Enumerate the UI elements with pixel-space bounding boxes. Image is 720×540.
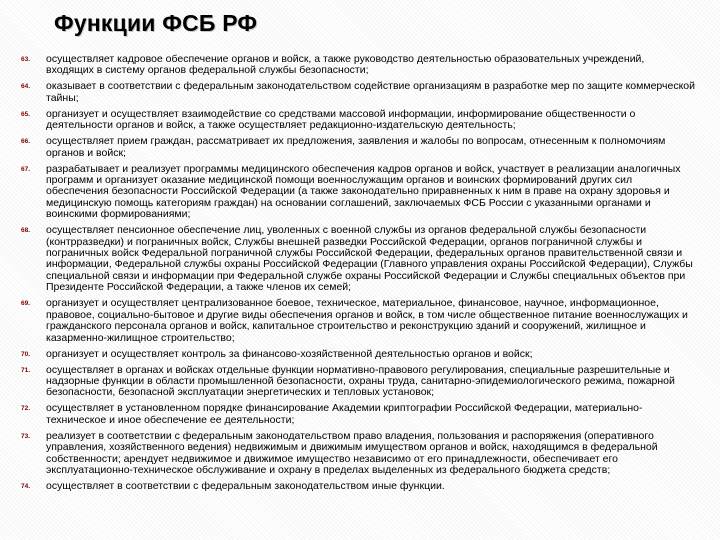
list-item-text: осуществляет пенсионное обеспечение лиц, уволенных с военной службы из органов федеральной службы безопасности (контрразведки) и пограничных войск, Службы внешней разведки Российской Федерации, органов пограничной службы и пограничных войск Федеральной пограничной службы Российской Федерации, федеральных органов правительственной связи и информации, Федеральной службы охраны Российской Федерации (Главного управления охраны Российской Федерации), Службы специальной связи и информации при Федеральной службе охраны Российской Федерации и Службы специальных объектов при Президенте Российской Федерации, а также членов их семей; bbox=[46, 224, 693, 294]
list-item-number: 74. bbox=[21, 482, 31, 490]
list-item bbox=[21, 349, 695, 360]
list-item-text: осуществляет в органах и войсках отдельные функции нормативно-правового регулирования, специальные разрешительные и надзорные функции в области промышленной безопасности, охраны труда, санитарно-эпидемиологического режима, пожарной безопасности, безопасной эксплуатации энергетических и тепловых установок; bbox=[46, 363, 675, 399]
list-item-number: 71. bbox=[21, 366, 31, 374]
list-item-number: 67. bbox=[21, 165, 31, 173]
list-item-number: 64. bbox=[21, 83, 31, 91]
list-item-text: осуществляет в установленном порядке финансирование Академии криптографии Российской Федерации, материально-техническое и иное обеспечение ее деятельности; bbox=[46, 402, 643, 426]
list-item-text: оказывает в соответствии с федеральным законодательством содействие организациям в разработке мер по защите коммерческой тайны; bbox=[46, 80, 696, 104]
list-item bbox=[21, 81, 695, 104]
list-item bbox=[21, 136, 695, 159]
list-item-text: реализует в соответствии с федеральным законодательством право владения, пользования и распоряжения (оперативного управления, хозяйственного ведения) недвижимым и движимым имуществом органов и войск, находящимся в федеральной собственности; арендует недвижимое и движимое имущество независимо от его принадлежности, обеспечивает его эксплуатационно-техническое обслуживание и охрану в пределах выделенных из федерального бюджета средств; bbox=[46, 429, 658, 476]
function-list bbox=[21, 54, 695, 497]
list-item-number: 69. bbox=[21, 300, 31, 308]
list-item-text: организует и осуществляет централизованное боевое, техническое, материальное, финансовое, научное, информационное, правовое, социально-бытовое и другие виды обеспечения органов и войск, в том числе общественное питание военнослужащих и гражданского персонала органов и войск, капитальное строительство и реконструкцию зданий и сооружений, жилищное и казарменно-жилищное строительство; bbox=[46, 297, 688, 344]
list-item-text: осуществляет в соответствии с федеральным законодательством иные функции. bbox=[46, 479, 445, 492]
list-item bbox=[21, 431, 695, 477]
list-item bbox=[21, 365, 695, 399]
list-item-number: 66. bbox=[21, 138, 31, 146]
list-item-text: организует и осуществляет контроль за финансово-хозяйственной деятельностью органов и войск; bbox=[46, 347, 533, 360]
list-item-number: 65. bbox=[21, 110, 31, 118]
list-item-text: организует и осуществляет взаимодействие со средствами массовой информации, информирование общественности о деятельности органов и войск, а также осуществляет редакционно-издательскую деятельность; bbox=[46, 107, 636, 132]
list-item-number: 73. bbox=[21, 432, 31, 440]
list-item bbox=[21, 481, 695, 492]
list-item-number: 63. bbox=[21, 56, 31, 63]
list-item bbox=[21, 298, 695, 344]
list-item-number: 70. bbox=[21, 350, 31, 358]
list-item bbox=[21, 403, 695, 426]
list-item bbox=[21, 164, 695, 221]
list-item bbox=[21, 54, 695, 77]
page-title: Функции ФСБ РФ bbox=[54, 10, 258, 36]
list-item bbox=[21, 225, 695, 293]
list-item bbox=[21, 109, 695, 132]
list-item-text: осуществляет прием граждан, рассматривает их предложения, заявления и жалобы по вопросам, отнесенным к полномочиям органов и войск; bbox=[46, 135, 666, 159]
list-item-text: осуществляет кадровое обеспечение органов и войск, а также руководство деятельностью образовательных учреждений, входящих в систему органов федеральной службы безопасности; bbox=[46, 53, 645, 77]
list-item-number: 68. bbox=[21, 227, 31, 235]
list-item-text: разрабатывает и реализует программы медицинского обеспечения кадров органов и войск, участвует в реализации аналогичных программ и организует оказание медицинской помощи военнослужащим органов и воинских формирований других сил обеспечения безопасности Российской Федерации (а также законодательно приравненных к ним в праве на охрану здоровья и медицинскую помощь категориям граждан) на основании соглашений, заключаемых ФСБ России с указанными органами и воинскими формированиями; bbox=[46, 162, 681, 221]
list-item-number: 72. bbox=[21, 405, 31, 413]
